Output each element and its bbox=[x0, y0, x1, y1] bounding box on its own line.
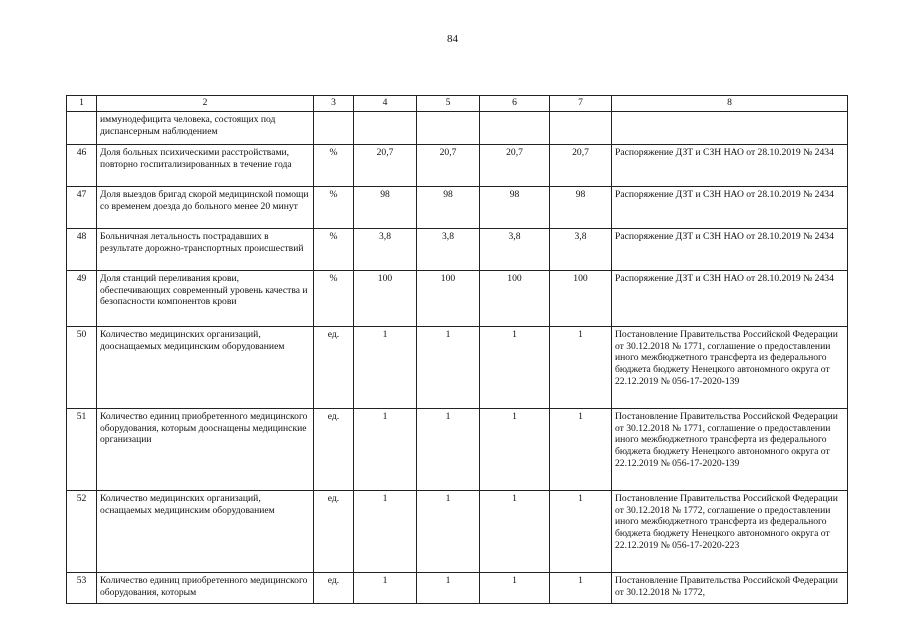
legal-basis bbox=[612, 112, 848, 145]
unit: ед. bbox=[314, 491, 354, 573]
page-number: 84 bbox=[447, 33, 458, 45]
value-col7: 1 bbox=[550, 491, 612, 573]
table-row bbox=[67, 573, 848, 604]
value-col7: 100 bbox=[550, 271, 612, 327]
table-row bbox=[67, 491, 848, 573]
table-row bbox=[67, 229, 848, 271]
value-col5: 98 bbox=[417, 187, 480, 229]
column-header: 2 bbox=[97, 96, 314, 112]
unit: % bbox=[314, 187, 354, 229]
column-header: 6 bbox=[480, 96, 550, 112]
value-col4: 1 bbox=[354, 327, 417, 409]
row-number: 51 bbox=[67, 409, 97, 491]
indicator-name: Доля выездов бригад скорой медицинской помощи со временем доезда до больного менее 20 минут bbox=[97, 187, 314, 229]
value-col5: 1 bbox=[417, 573, 480, 604]
unit bbox=[314, 112, 354, 145]
legal-basis: Распоряжение ДЗТ и СЗН НАО от 28.10.2019 № 2434 bbox=[612, 187, 848, 229]
indicator-name: Доля больных психическими расстройствами, повторно госпитализированных в течение года bbox=[97, 145, 314, 187]
row-number bbox=[67, 112, 97, 145]
row-number: 52 bbox=[67, 491, 97, 573]
value-col5: 20,7 bbox=[417, 145, 480, 187]
row-number: 48 bbox=[67, 229, 97, 271]
value-col6: 3,8 bbox=[480, 229, 550, 271]
column-header: 1 bbox=[67, 96, 97, 112]
value-col6 bbox=[480, 112, 550, 145]
row-number: 47 bbox=[67, 187, 97, 229]
indicator-name: Количество единиц приобретенного медицинского оборудования, которым дооснащены медицинские организации bbox=[97, 409, 314, 491]
legal-basis: Постановление Правительства Российской Федерации от 30.12.2018 № 1771, соглашение о предоставлении иного межбюджетного трансферта из федерального бюджета бюджету Ненецкого автономного округа от 22.12.2019 № 056-17-2020-139 bbox=[612, 327, 848, 409]
legal-basis: Распоряжение ДЗТ и СЗН НАО от 28.10.2019 № 2434 bbox=[612, 271, 848, 327]
value-col6: 20,7 bbox=[480, 145, 550, 187]
unit: % bbox=[314, 145, 354, 187]
indicator-name: Доля станций переливания крови, обеспечивающих современный уровень качества и безопасности компонентов крови bbox=[97, 271, 314, 327]
column-header: 8 bbox=[612, 96, 848, 112]
indicators-table bbox=[66, 95, 848, 604]
value-col6: 1 bbox=[480, 491, 550, 573]
value-col5: 1 bbox=[417, 491, 480, 573]
column-header: 3 bbox=[314, 96, 354, 112]
legal-basis: Постановление Правительства Российской Федерации от 30.12.2018 № 1772, соглашение о предоставлении иного межбюджетного трансферта из федерального бюджета бюджету Ненецкого автономного округа от 22.12.2019 № 056-17-2020-223 bbox=[612, 491, 848, 573]
table-row bbox=[67, 409, 848, 491]
table-row bbox=[67, 327, 848, 409]
value-col4: 20,7 bbox=[354, 145, 417, 187]
value-col4: 1 bbox=[354, 573, 417, 604]
table-row bbox=[67, 187, 848, 229]
table-row bbox=[67, 271, 848, 327]
value-col5: 1 bbox=[417, 327, 480, 409]
unit: ед. bbox=[314, 327, 354, 409]
column-header: 7 bbox=[550, 96, 612, 112]
value-col7: 98 bbox=[550, 187, 612, 229]
unit: % bbox=[314, 229, 354, 271]
value-col5: 100 bbox=[417, 271, 480, 327]
value-col7: 1 bbox=[550, 573, 612, 604]
indicator-name: Количество медицинских организаций, дооснащаемых медицинским оборудованием bbox=[97, 327, 314, 409]
value-col4: 1 bbox=[354, 491, 417, 573]
value-col6: 1 bbox=[480, 409, 550, 491]
legal-basis: Постановление Правительства Российской Федерации от 30.12.2018 № 1772, bbox=[612, 573, 848, 604]
indicator-name: Больничная летальность пострадавших в результате дорожно-транспортных происшествий bbox=[97, 229, 314, 271]
column-header: 4 bbox=[354, 96, 417, 112]
value-col5: 3,8 bbox=[417, 229, 480, 271]
column-header: 5 bbox=[417, 96, 480, 112]
indicator-name: иммунодефицита человека, состоящих под диспансерным наблюдением bbox=[97, 112, 314, 145]
indicator-name: Количество медицинских организаций, оснащаемых медицинским оборудованием bbox=[97, 491, 314, 573]
value-col7: 20,7 bbox=[550, 145, 612, 187]
row-number: 50 bbox=[67, 327, 97, 409]
value-col6: 100 bbox=[480, 271, 550, 327]
value-col4: 100 bbox=[354, 271, 417, 327]
value-col7: 1 bbox=[550, 409, 612, 491]
legal-basis: Распоряжение ДЗТ и СЗН НАО от 28.10.2019 № 2434 bbox=[612, 229, 848, 271]
legal-basis: Распоряжение ДЗТ и СЗН НАО от 28.10.2019 № 2434 bbox=[612, 145, 848, 187]
row-number: 49 bbox=[67, 271, 97, 327]
value-col4: 3,8 bbox=[354, 229, 417, 271]
value-col4: 1 bbox=[354, 409, 417, 491]
value-col6: 1 bbox=[480, 327, 550, 409]
table-row bbox=[67, 112, 848, 145]
unit: % bbox=[314, 271, 354, 327]
value-col4 bbox=[354, 112, 417, 145]
value-col6: 98 bbox=[480, 187, 550, 229]
table-row bbox=[67, 145, 848, 187]
indicator-name: Количество единиц приобретенного медицинского оборудования, которым bbox=[97, 573, 314, 604]
unit: ед. bbox=[314, 573, 354, 604]
value-col7: 1 bbox=[550, 327, 612, 409]
value-col6: 1 bbox=[480, 573, 550, 604]
value-col4: 98 bbox=[354, 187, 417, 229]
row-number: 46 bbox=[67, 145, 97, 187]
row-number: 53 bbox=[67, 573, 97, 604]
value-col7: 3,8 bbox=[550, 229, 612, 271]
value-col5: 1 bbox=[417, 409, 480, 491]
value-col5 bbox=[417, 112, 480, 145]
unit: ед. bbox=[314, 409, 354, 491]
legal-basis: Постановление Правительства Российской Федерации от 30.12.2018 № 1771, соглашение о предоставлении иного межбюджетного трансферта из федерального бюджета бюджету Ненецкого автономного округа от 22.12.2019 № 056-17-2020-139 bbox=[612, 409, 848, 491]
value-col7 bbox=[550, 112, 612, 145]
table-header-row bbox=[67, 96, 848, 112]
